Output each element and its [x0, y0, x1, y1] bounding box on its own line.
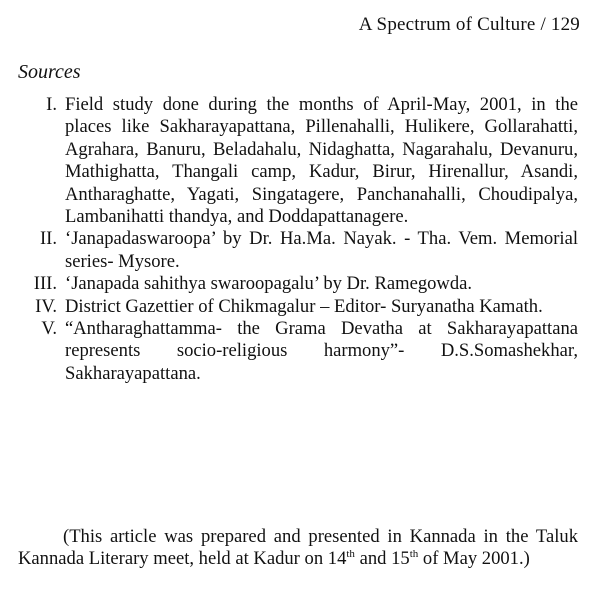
source-item: [30, 318, 578, 385]
note-text: and 15: [354, 548, 410, 570]
source-number: I.: [46, 94, 57, 115]
source-item: [30, 296, 578, 318]
source-number: V.: [41, 318, 57, 340]
header-separator: /: [540, 14, 546, 35]
page-number: 129: [550, 14, 580, 35]
section-title: Sources: [18, 61, 81, 83]
source-number: III.: [33, 273, 57, 295]
source-text: Field study done during the months of April-May, 2001, in the places like Sakharayapattana, Pillenahalli, Hulikere, Gollarahatti, Agrahara, Banuru, Beladahalu, Nidaghatta, Nagarahalu, Devanuru, Mathighatta, Thangali camp, Kadur, Birur, Hirenallur, Asandi, Antharaghatte, Yagati, Singatagere, Panchanahalli, Choudipalya, Lambanihatti thandya, and Doddapattanagere.: [65, 94, 578, 228]
source-text: “Antharaghattamma- the Grama Devatha at Sakharayapattana represents socio-religious harmony”- D.S.Somashekhar, Sakharayapattana.: [65, 318, 578, 384]
source-text: ‘Janapadaswaroopa’ by Dr. Ha.Ma. Nayak. - Tha. Vem. Memorial series- Mysore.: [65, 228, 578, 272]
note-text: of May 2001.): [418, 548, 530, 570]
sources-list: [30, 94, 578, 385]
source-number: II.: [39, 228, 57, 250]
note-superscript: th: [346, 548, 355, 561]
note-superscript: th: [409, 548, 419, 561]
running-title: A Spectrum of Culture: [358, 14, 536, 35]
source-item: [30, 273, 578, 295]
running-header: [359, 14, 580, 36]
source-item: [30, 94, 578, 228]
source-number: IV.: [35, 295, 57, 317]
presentation-note: [18, 526, 578, 571]
source-item: [30, 228, 578, 273]
note-text: (This article was prepared and presented in Kannada in the Taluk Kannada Literary meet, held at Kadur on 14: [18, 526, 578, 570]
source-text: District Gazettier of Chikmagalur – Editor- Suryanatha Kamath.: [65, 295, 543, 317]
source-text: ‘Janapada sahithya swaroopagalu’ by Dr. Ramegowda.: [65, 273, 473, 295]
